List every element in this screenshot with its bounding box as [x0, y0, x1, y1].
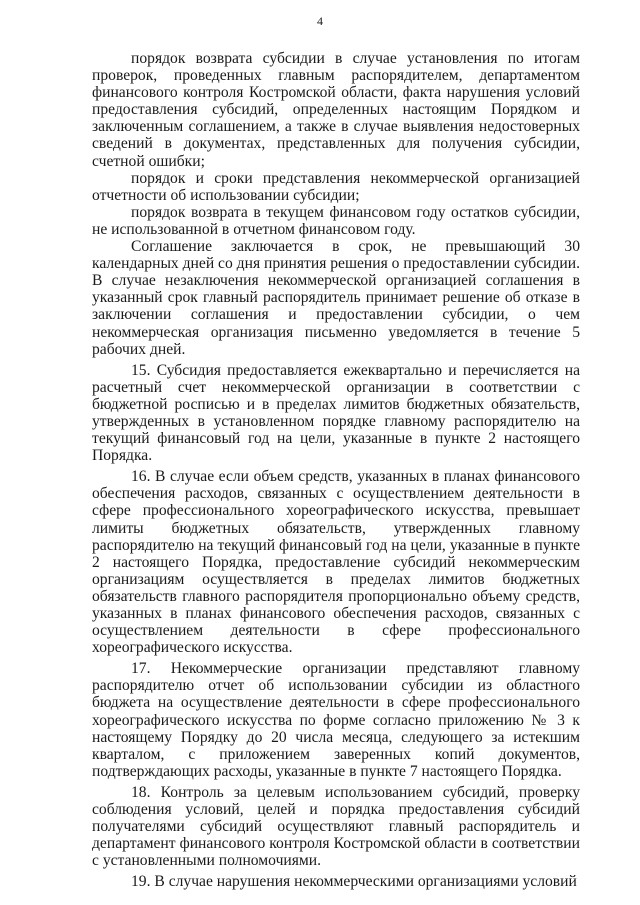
paragraph-return-order: порядок возврата субсидии в случае установления по итогам проверок, проведенных главным распорядителем, департаментом финансового контроля Костромской области, факта нарушения условий предоставления субсидий, определенных настоящим Порядком и заключенным соглашением, а также в случае выявления недостоверных сведений в документах, представленных для получения субсидии, счетной ошибки; — [92, 50, 580, 170]
page-number: 4 — [317, 14, 323, 28]
document-body — [92, 50, 580, 891]
paragraph-item-17: 17. Некоммерческие организации представляют главному распорядителю отчет об использовании субсидии из областного бюджета на осуществление деятельности в сфере профессионального хореографического искусства по форме согласно приложению № 3 к настоящему Порядку до 20 числа месяца, следующего за истекшим кварталом, с приложением заверенных копий документов, подтверждающих расходы, указанные в пункте 7 настоящего Порядка. — [92, 660, 580, 780]
paragraph-agreement-term: Соглашение заключается в срок, не превышающий 30 календарных дней со дня принятия решения о предоставлении субсидии. В случае незаключения некоммерческой организацией соглашения в указанный срок главный распорядитель принимает решение об отказе в заключении соглашения и предоставлении субсидии, о чем некоммерческая организация письменно уведомляется в течение 5 рабочих дней. — [92, 238, 581, 358]
paragraph-item-18: 18. Контроль за целевым использованием субсидий, проверку соблюдения условий, целей и порядка предоставления субсидий получателями субсидий осуществляют главный распорядитель и департамент финансового контроля Костромской области в соответствии с установленными полномочиями. — [92, 783, 580, 870]
paragraph-item-19: 19. В случае нарушения некоммерческими организациями условий — [131, 873, 577, 891]
paragraph-reporting-order: порядок и сроки представления некоммерческой организацией отчетности об использовании субсидии; — [92, 169, 580, 204]
paragraph-item-16: 16. В случае если объем средств, указанных в планах финансового обеспечения расходов, связанных с осуществлением деятельности в сфере профессионального хореографического искусства, превышает лимиты бюджетных обязательств, утвержденных главному распорядителю на текущий финансовый год на цели, указанные в пункте 2 настоящего Порядка, предоставление субсидий некоммерческим организациям осуществляется в пределах лимитов бюджетных обязательств главного распорядителя пропорционально объему средств, указанных в планах финансового обеспечения расходов, связанных с осуществлением деятельности в сфере профессионального хореографического искусства. — [92, 468, 580, 657]
paragraph-item-15: 15. Субсидия предоставляется ежеквартально и перечисляется на расчетный счет некоммерческой организации в соответствии с бюджетной росписью и в пределах лимитов бюджетных обязательств, утвержденных в установленном порядке главному распорядителю на текущий финансовый год на цели, указанные в пункте 2 настоящего Порядка. — [92, 361, 580, 465]
paragraph-balance-return: порядок возврата в текущем финансовом году остатков субсидии, не использованной в отчетном финансовом году. — [92, 203, 580, 238]
